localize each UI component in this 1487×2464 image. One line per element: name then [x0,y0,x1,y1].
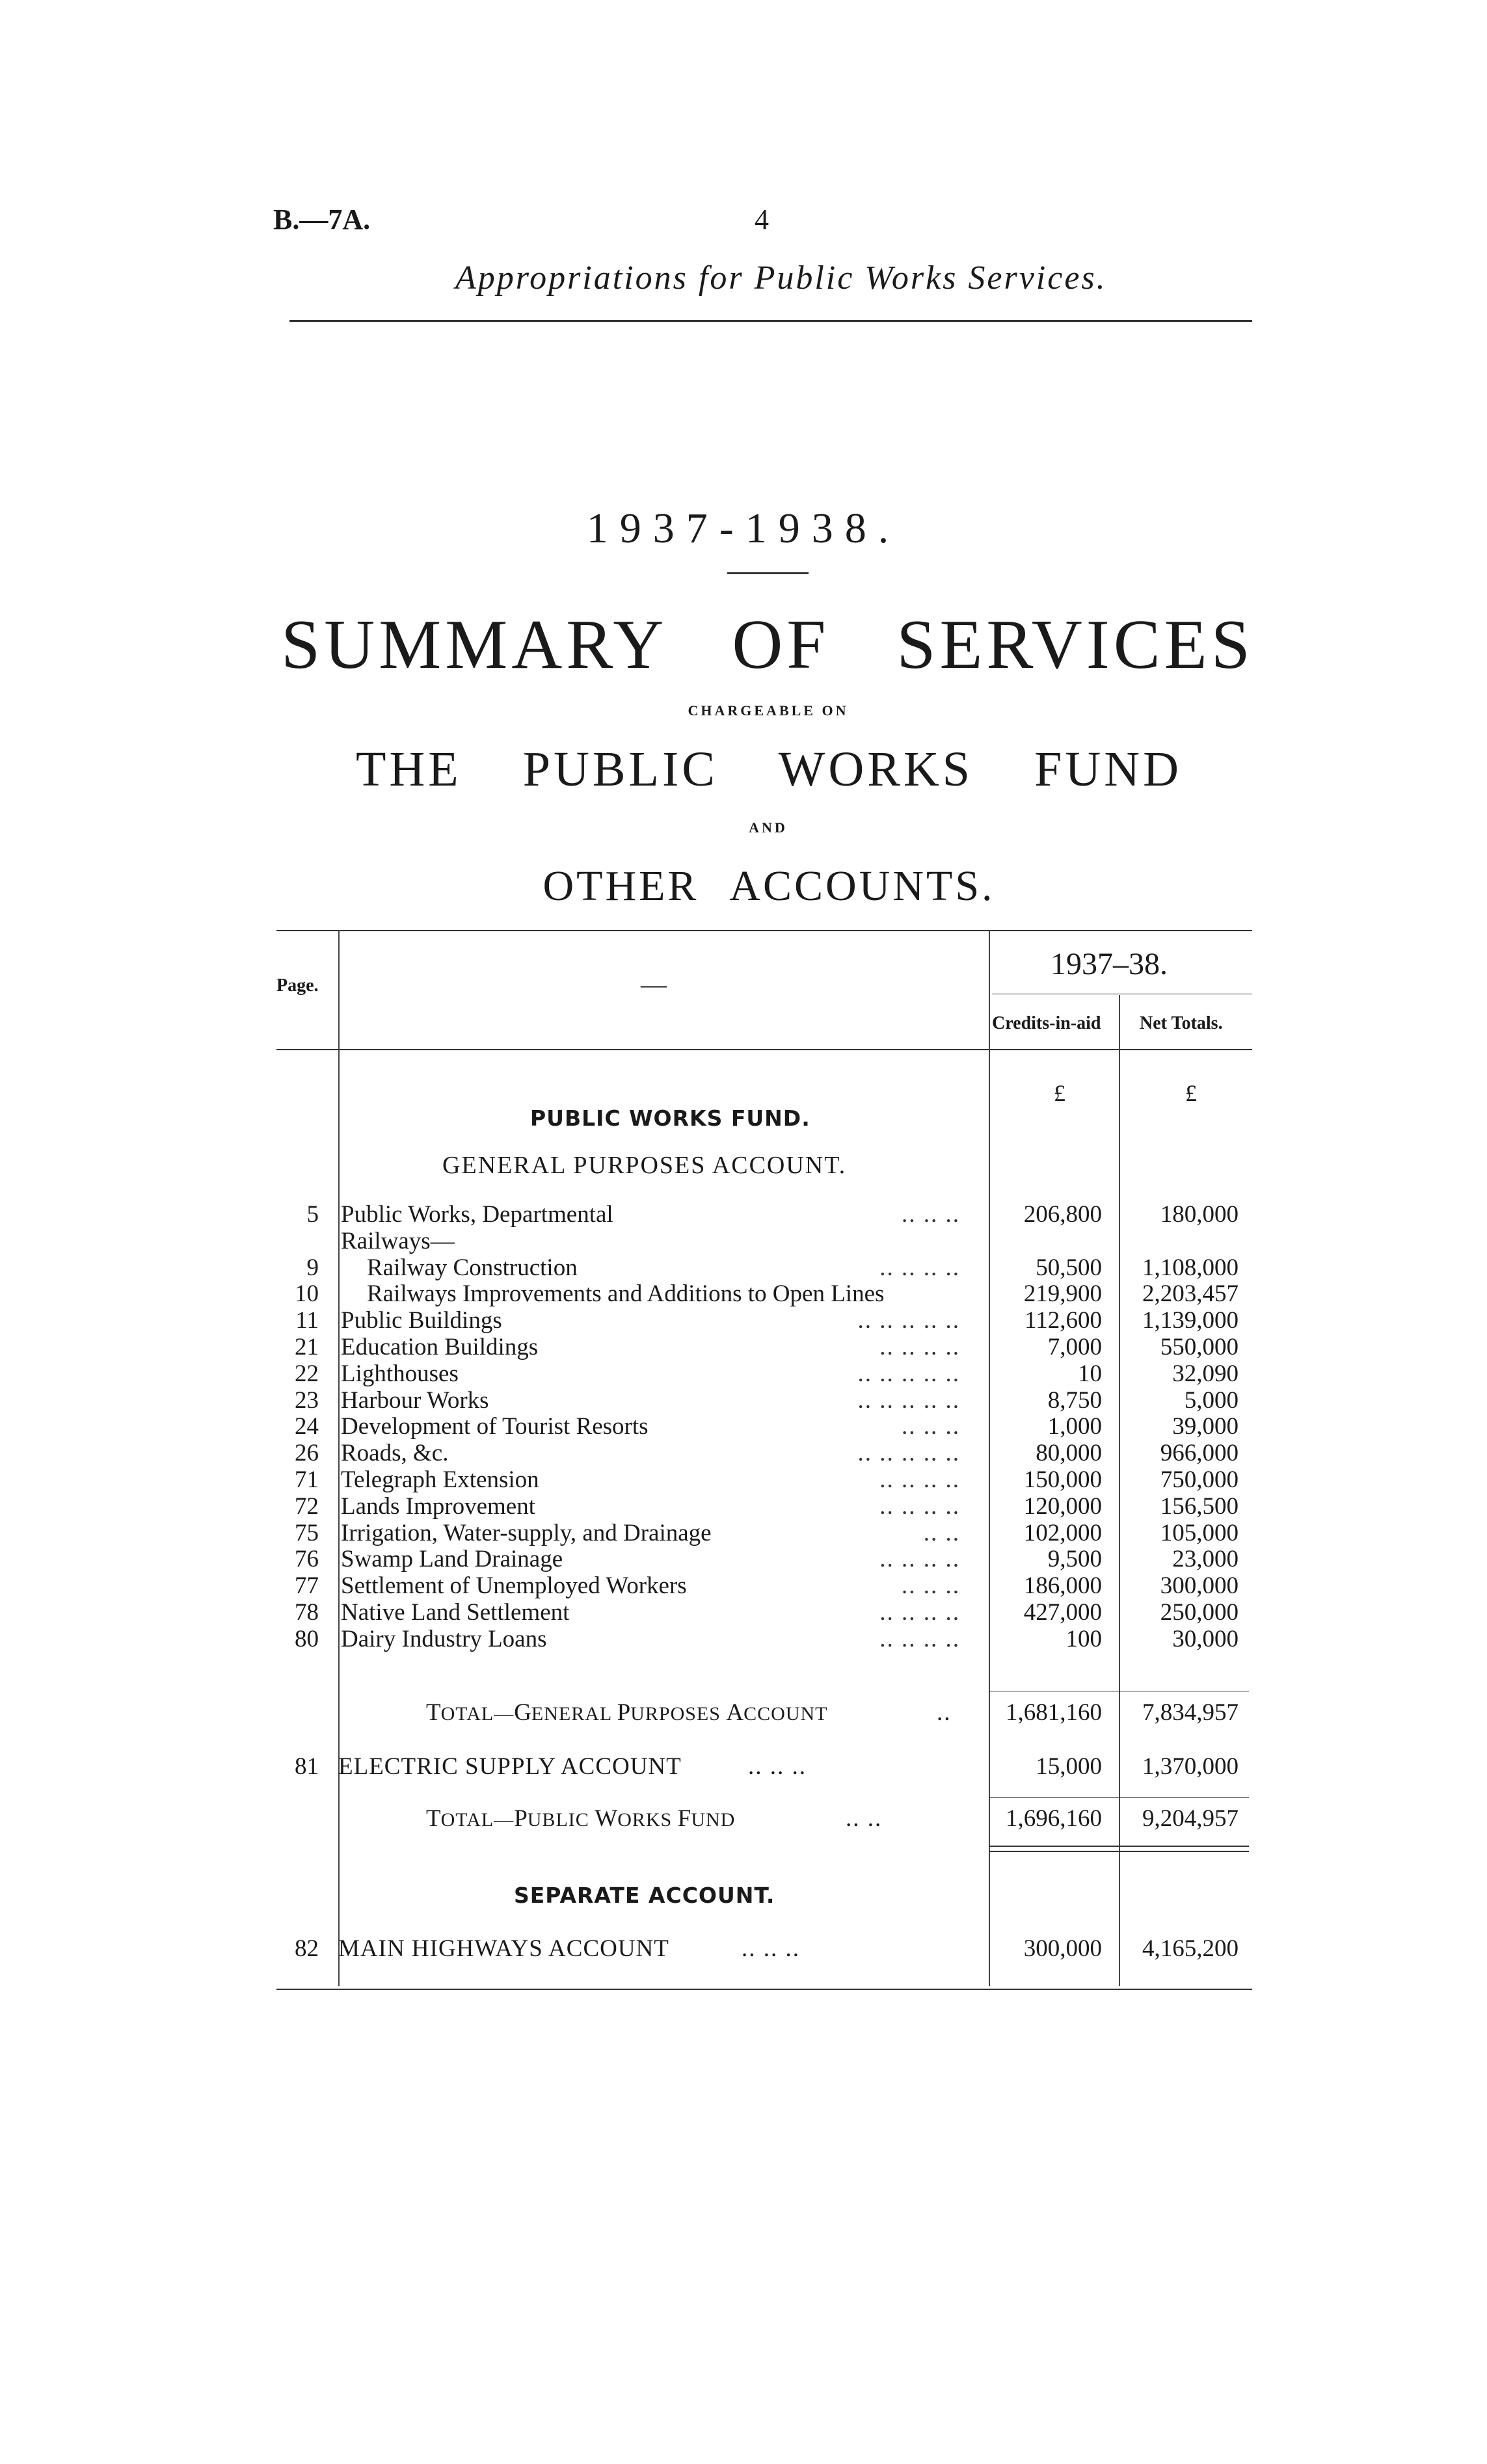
electric-net: 1,370,000 [1142,1753,1239,1780]
double-rule-top [989,1846,1249,1847]
table-row [0,1334,1487,1360]
row-page: 77 [295,1572,319,1600]
row-description: Roads, &c. [341,1440,449,1467]
row-leader-dots: .. .. .. [902,1413,960,1440]
title-other-accounts: OTHER ACCOUNTS. [543,862,995,910]
row-description: Dairy Industry Loans [341,1625,547,1652]
header-rule [289,320,1252,322]
row-net-total: 32,090 [1172,1360,1239,1387]
row-leader-dots: .. .. .. .. [879,1334,960,1360]
table-row [0,1546,1487,1572]
total-general-net: 7,834,957 [1142,1699,1239,1726]
row-description: Telegraph Extension [341,1466,539,1493]
highways-page: 82 [295,1935,319,1962]
table-row [0,1573,1487,1599]
title-fund: THE PUBLIC WORKS FUND [355,742,1182,797]
row-page: 76 [295,1546,319,1573]
row-page: 26 [295,1440,319,1467]
row-net-total: 180,000 [1160,1201,1239,1228]
row-net-total: 2,203,457 [1142,1280,1239,1308]
row-credits-in-aid: 112,600 [1025,1307,1102,1334]
column-header-page: Page. [276,975,319,996]
table-row [0,1361,1487,1387]
row-description: Swamp Land Drainage [341,1546,563,1573]
row-page: 11 [295,1307,319,1334]
column-header-year: 1937–38. [1051,947,1168,981]
row-page: 24 [295,1413,319,1440]
electric-credits: 15,000 [1036,1753,1102,1780]
table-row [0,1600,1487,1626]
table-row [0,1255,1487,1281]
highways-label: MAIN HIGHWAYS ACCOUNT [338,1935,669,1962]
table-row [0,1626,1487,1652]
row-leader-dots: .. .. .. .. [879,1625,960,1652]
row-net-total: 156,500 [1160,1492,1239,1520]
table-row [0,1228,1487,1254]
row-description: Lands Improvement [341,1492,535,1520]
title-year: 1937-1938. [586,505,901,552]
row-description: Irrigation, Water-supply, and Drainage [341,1519,712,1546]
document-reference: B.—7A. [273,204,371,235]
electric-page: 81 [295,1753,319,1780]
row-page: 80 [295,1625,319,1652]
row-credits-in-aid: 186,000 [1023,1572,1102,1600]
row-page: 75 [295,1519,319,1546]
row-description: Native Land Settlement [341,1599,570,1626]
total-general-label: TOTAL—GENERAL PURPOSES ACCOUNT [426,1699,828,1726]
row-description: Education Buildings [341,1334,539,1360]
row-leader-dots: .. .. .. [902,1572,960,1600]
currency-net: £ [1185,1080,1197,1106]
row-credits-in-aid: 10 [1078,1360,1102,1387]
table-row [0,1281,1487,1307]
row-description: Public Buildings [341,1307,502,1334]
title-main: SUMMARY OF SERVICES [281,606,1254,683]
row-credits-in-aid: 80,000 [1036,1440,1102,1467]
total-pwf-dots: .. .. [846,1805,883,1832]
row-leader-dots: .. .. .. .. [879,1466,960,1493]
page-subtitle: Appropriations for Public Works Services. [455,259,1107,297]
row-leader-dots: .. .. [923,1519,960,1546]
row-credits-in-aid: 50,500 [1036,1254,1102,1281]
row-credits-in-aid: 100 [1065,1625,1102,1652]
header-bottom-rule [276,1049,1252,1050]
row-page: 10 [295,1280,319,1308]
row-page: 78 [295,1599,319,1626]
row-net-total: 250,000 [1160,1599,1239,1626]
row-credits-in-aid: 1,000 [1047,1413,1102,1440]
row-leader-dots: .. .. .. .. .. [857,1386,960,1414]
double-rule-bottom [989,1851,1249,1852]
table-row [0,1440,1487,1466]
row-credits-in-aid: 102,000 [1023,1519,1102,1546]
table-bottom-rule [276,1989,1252,1990]
row-description: Public Works, Departmental [341,1201,613,1228]
row-net-total: 1,139,000 [1142,1307,1239,1334]
highways-credits: 300,000 [1023,1935,1102,1962]
table-row [0,1467,1487,1493]
title-chargeable: CHARGEABLE ON [688,702,849,719]
page-number: 4 [755,204,769,235]
row-page: 71 [295,1466,319,1493]
row-credits-in-aid: 9,500 [1047,1546,1102,1573]
row-credits-in-aid: 7,000 [1047,1334,1102,1360]
row-net-total: 30,000 [1172,1625,1239,1652]
table-row [0,1494,1487,1520]
row-net-total: 1,108,000 [1142,1254,1239,1281]
row-leader-dots: .. .. .. .. [879,1254,960,1281]
table-row [0,1388,1487,1414]
row-net-total: 966,000 [1160,1440,1239,1467]
row-net-total: 750,000 [1160,1466,1239,1493]
row-credits-in-aid: 427,000 [1023,1599,1102,1626]
row-description: Railway Construction [367,1254,578,1281]
row-description: Railways Improvements and Additions to Open Lines [367,1280,885,1308]
row-leader-dots: .. .. .. .. .. [857,1360,960,1387]
section-public-works-fund: PUBLIC WORKS FUND. [530,1106,810,1131]
total-pwf-label: TOTAL—PUBLIC WORKS FUND [426,1805,736,1832]
column-header-net-totals: Net Totals. [1140,1013,1223,1033]
row-net-total: 300,000 [1160,1572,1239,1600]
row-page: 23 [295,1386,319,1414]
row-credits-in-aid: 120,000 [1023,1492,1102,1520]
row-description: Settlement of Unemployed Workers [341,1572,687,1600]
row-leader-dots: .. .. .. .. [879,1492,960,1520]
row-leader-dots: .. .. .. .. [879,1546,960,1573]
electric-dots: .. .. .. [748,1753,807,1780]
total-general-credits: 1,681,160 [1006,1699,1102,1726]
row-net-total: 5,000 [1184,1386,1239,1414]
table-row [0,1202,1487,1228]
total-pwf-net: 9,204,957 [1142,1805,1239,1832]
row-net-total: 105,000 [1160,1519,1239,1546]
table-row [0,1520,1487,1546]
row-credits-in-aid: 150,000 [1023,1466,1102,1493]
electric-label: ELECTRIC SUPPLY ACCOUNT [338,1753,682,1780]
subsection-general-purposes: GENERAL PURPOSES ACCOUNT. [442,1152,847,1179]
row-credits-in-aid: 8,750 [1047,1386,1102,1414]
title-short-rule [727,572,809,574]
row-net-total: 23,000 [1172,1546,1239,1573]
row-description: Harbour Works [341,1386,489,1414]
currency-credits: £ [1054,1080,1065,1106]
highways-net: 4,165,200 [1142,1935,1239,1962]
row-page: 22 [295,1360,319,1387]
highways-dots: .. .. .. [742,1935,800,1962]
row-page: 9 [306,1254,319,1281]
row-page: 5 [306,1201,319,1228]
row-page: 72 [295,1492,319,1520]
row-credits-in-aid: 206,800 [1023,1201,1102,1228]
row-net-total: 39,000 [1172,1413,1239,1440]
table-row [0,1414,1487,1440]
total-general-dots: .. [937,1699,952,1726]
table-row [0,1308,1487,1334]
row-net-total: 550,000 [1160,1334,1239,1360]
row-leader-dots: .. .. .. .. [879,1599,960,1626]
total-pwf-credits: 1,696,160 [1006,1805,1102,1832]
row-description: Railways— [341,1227,455,1254]
column-header-credits-in-aid: Credits-in-aid [992,1013,1101,1033]
column-header-description: — [641,970,667,999]
row-credits-in-aid: 219,900 [1023,1280,1102,1308]
total-pwf-rule [989,1797,1249,1798]
row-description: Lighthouses [341,1360,459,1387]
section-separate-account: SEPARATE ACCOUNT. [514,1883,775,1908]
row-page: 21 [295,1334,319,1360]
title-and: AND [749,819,788,836]
row-description: Development of Tourist Resorts [341,1413,649,1440]
row-leader-dots: .. .. .. [902,1201,960,1228]
row-leader-dots: .. .. .. .. .. [857,1440,960,1467]
row-leader-dots: .. .. .. .. .. [857,1307,960,1334]
table-top-rule [276,930,1252,931]
